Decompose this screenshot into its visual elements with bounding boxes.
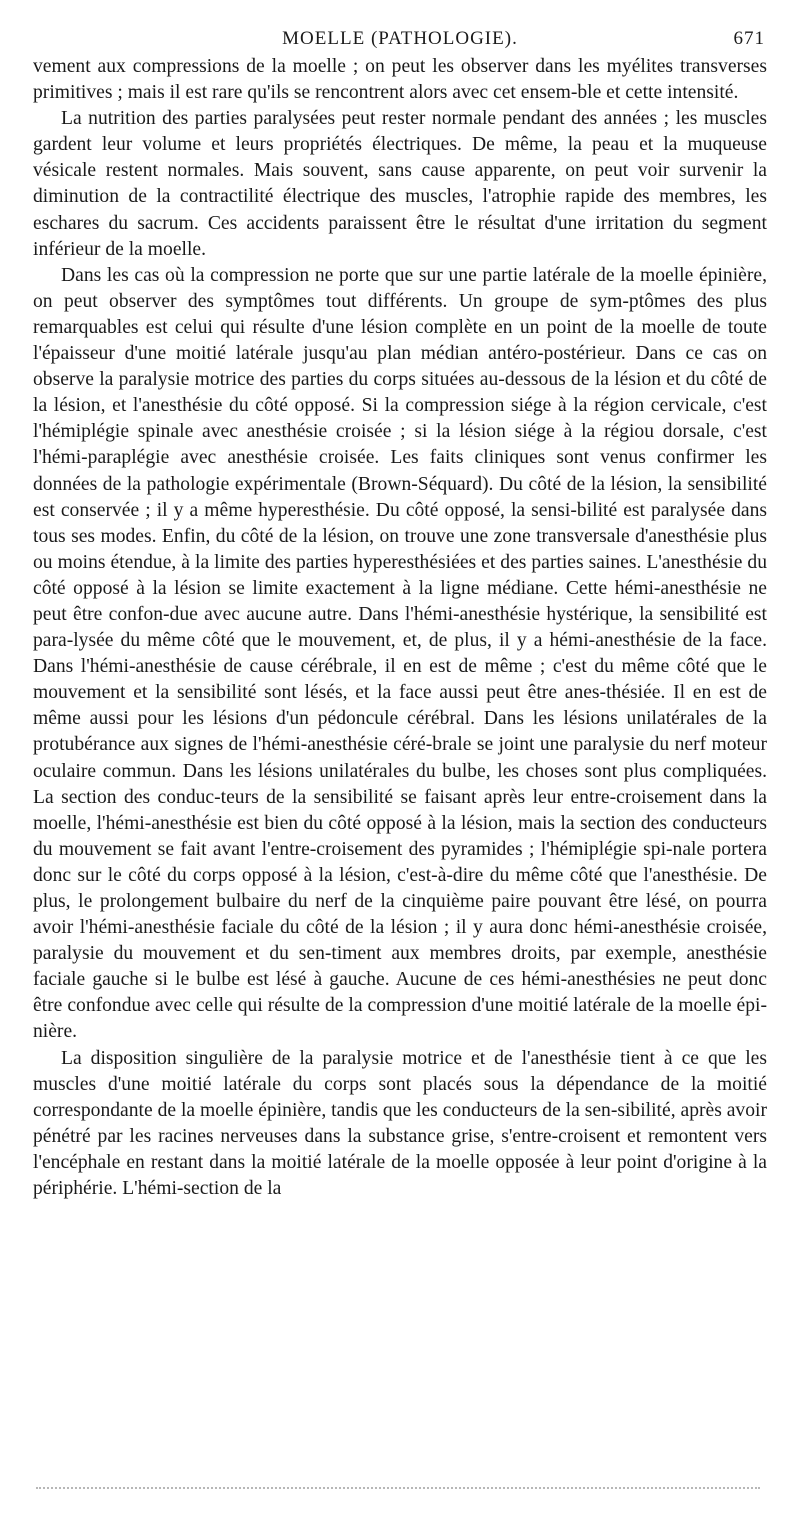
footer-divider bbox=[36, 1487, 760, 1489]
running-title: MOELLE (PATHOLOGIE). bbox=[282, 28, 518, 49]
paragraph-lateral-compression: Dans les cas où la compression ne porte que sur une partie latérale de la moelle épinière, on peut observer des symptômes tout différents. Un groupe de sym-ptômes des plus remarquables est celui qui résulte d'une lésion complète en un point de la moelle de toute l'épaisseur d'une moitié latérale jusqu'au plan médian antéro-postérieur. Dans ce cas on observe la paralysie motrice des parties du corps situées au-dessous de la lésion et du côté de la lésion, et l'anesthésie du côté opposé. Si la compression siége à la région cervicale, c'est l'hémiplégie spinale avec anesthésie croisée ; si la lésion siége à la régiou dorsale, c'est l'hémi-paraplégie avec anesthésie croisée. Les faits cliniques sont venus confirmer les données de la pathologie expérimentale (Brown-Séquard). Du côté de la lésion, la sensibilité est conservée ; il y a même hyperesthésie. Du côté opposé, la sensi-bilité est paralysée dans tous ses modes. Enfin, du côté de la lésion, on trouve une zone transversale d'anesthésie plus ou moins étendue, à la limite des parties hyperesthésiées et des parties saines. L'anesthésie du côté opposé à la lésion se limite exactement à la ligne médiane. Cette hémi-anesthésie ne peut être confon-due avec aucune autre. Dans l'hémi-anesthésie hystérique, la sensibilité est para-lysée du même côté que le mouvement, et, de plus, il y a hémi-anesthésie de la face. Dans l'hémi-anesthésie de cause cérébrale, il en est de même ; c'est du même côté que le mouvement et la sensibilité sont lésés, et la face aussi peut être anes-thésiée. Il en est de même aussi pour les lésions d'un pédoncule cérébral. Dans les lésions unilatérales de la protubérance aux signes de l'hémi-anesthésie céré-brale se joint une paralysie du nerf moteur oculaire commun. Dans les lésions unilatérales du bulbe, les choses sont plus compliquées. La section des conduc-teurs de la sensibilité se faisant après leur entre-croisement dans la moelle, l'hémi-anesthésie est bien du côté opposé à la lésion, mais la section des conducteurs du mouvement se fait avant l'entre-croisement des pyramides ; l'hémiplégie spi-nale portera donc sur le côté du corps opposé à la lésion, c'est-à-dire du même côté que l'anesthésie. De plus, le prolongement bulbaire du nerf de la cinquième paire pouvant être lésé, on pourra avoir l'hémi-anesthésie faciale du côté de la lésion ; il y aura donc hémi-anesthésie croisée, paralysie du mouvement et du sen-timent aux membres droits, par exemple, anesthésie faciale gauche si le bulbe est lésé à gauche. Aucune de ces hémi-anesthésies ne peut donc être confondue avec celle qui résulte de la compression d'une moitié latérale de la moelle épi-nière. bbox=[33, 264, 767, 1043]
running-head bbox=[33, 28, 767, 54]
page-number: 671 bbox=[733, 28, 765, 49]
paragraph-continuation: vement aux compressions de la moelle ; on peut les observer dans les myélites transverses primitives ; mais il est rare qu'ils se rencontrent alors avec cet ensem-ble et cette intensité. bbox=[33, 56, 767, 104]
document-page bbox=[33, 28, 767, 1202]
paragraph-nutrition: La nutrition des parties paralysées peut rester normale pendant des années ; les muscles gardent leur volume et leurs propriétés électriques. De même, la peau et la muqueuse vésicale restent normales. Mais souvent, sans cause apparente, on peut voir survenir la diminution de la contractilité électrique des muscles, l'atrophie rapide des membres, les eschares du sacrum. Ces accidents paraissent être le résultat d'une irritation du segment inférieur de la moelle. bbox=[33, 108, 767, 260]
body-text bbox=[33, 54, 767, 1202]
paragraph-disposition: La disposition singulière de la paralysie motrice et de l'anesthésie tient à ce que les muscles d'une moitié latérale du corps sont placés sous la dépendance de la moitié correspondante de la moelle épinière, tandis que les conducteurs de la sen-sibilité, après avoir pénétré par les racines nerveuses dans la substance grise, s'entre-croisent et remontent vers l'encéphale en restant dans la moitié latérale de la moelle opposée à leur point d'origine à la périphérie. L'hémi-section de la bbox=[33, 1047, 767, 1200]
